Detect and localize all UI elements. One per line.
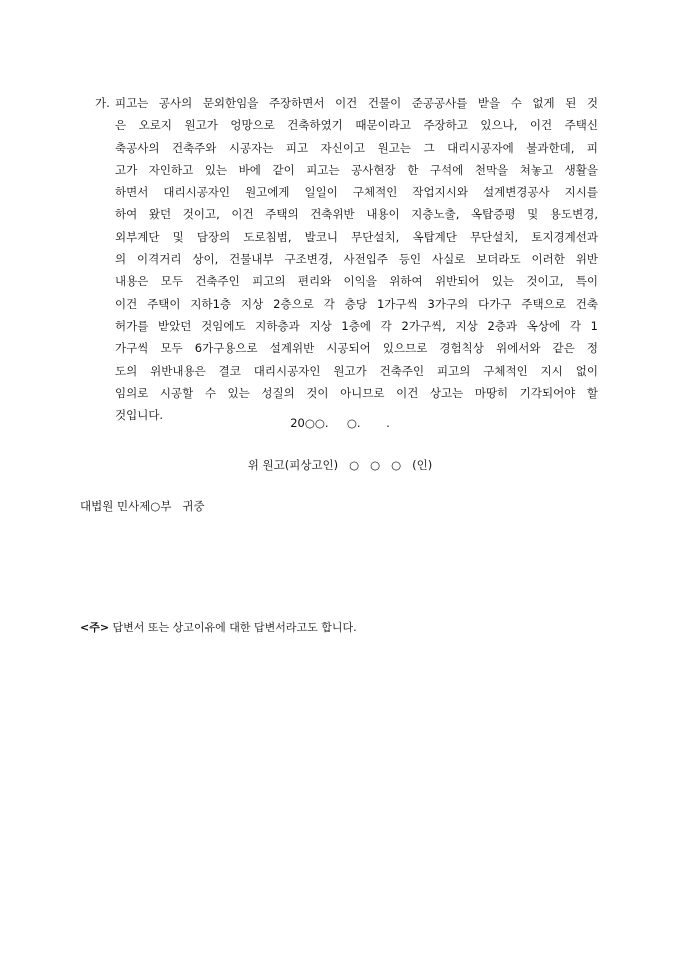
paragraph-line: 고가 자인하고 있는 바에 같이 피고는 공사현장 한 구석에 천막을 쳐놓고 생활을	[115, 162, 598, 177]
paragraph-line: 도의 위반내용은 결코 대리시공자인 원고가 건축주인 피고의 구체적인 지시 없이	[115, 363, 598, 378]
footnote-text: 답변서 또는 상고이유에 대한 답변서라고도 합니다.	[109, 621, 357, 634]
paragraph-line: 내용은 모두 건축주인 피고의 편리와 이익을 위하여 위반되어 있는 것이고, 특이	[115, 274, 598, 289]
paragraph-line: 하면서 대리시공자인 원고에게 일일이 구체적인 작업지시와 설계변경공사 지시를	[115, 185, 598, 200]
court-addressee: 대법원 민사제○부 귀중	[80, 499, 205, 513]
paragraph-line: 하여 왔던 것이고, 이건 주택의 건축위반 내용이 지층노출, 옥탑증평 및 용도변경,	[115, 207, 598, 222]
paragraph-line: 가구씩 모두 6가구용으로 설계위반 시공되어 있으므로 경험칙상 위에서와 같은 정	[115, 341, 598, 356]
paragraph-line: 이건 주택이 지하1층 지상 2층으로 각 층당 1가구씩 3가구의 다가구 주택으로 건축	[115, 296, 598, 311]
paragraph-line: 피고는 공사의 문외한임을 주장하면서 이건 건물이 준공공사를 받을 수 없게 된 것	[115, 96, 598, 110]
item-marker: 가.	[95, 96, 110, 110]
paragraph-line: 축공사의 건축주와 시공자는 피고 자신이고 원고는 그 대리시공자에 불과한데, 피	[115, 140, 598, 155]
paragraph-lines	[115, 92, 605, 426]
paragraph-line: 외부계단 및 담장의 도로침범, 발코니 무단설치, 옥탑계단 무단설치, 토지경계선과	[115, 229, 598, 244]
answer-paragraph-ga	[95, 92, 605, 426]
date-line: 20○○. ○. .	[290, 416, 390, 430]
footnote-label: <주>	[80, 621, 110, 634]
paragraph-line: 의 이격거리 상이, 건물내부 구조변경, 사전입주 등인 사실로 보더라도 이러한 위반	[115, 252, 598, 267]
signer-line: 위 원고(피상고인) ○ ○ ○ (인)	[247, 458, 433, 472]
paragraph-line: 허가를 받았던 것임에도 지하층과 지상 1층에 각 2가구씩, 지상 2층과 옥상에 각 1	[115, 318, 598, 333]
footnote	[80, 619, 357, 637]
paragraph-line: 것입니다.	[115, 408, 164, 423]
paragraph-line: 임의로 시공할 수 있는 성질의 것이 아니므로 이건 상고는 마땅히 기각되어야 할	[115, 385, 598, 400]
paragraph-line: 은 오로지 원고가 엉망으로 건축하였기 때문이라고 주장하고 있으나, 이건 주택신	[115, 118, 598, 133]
